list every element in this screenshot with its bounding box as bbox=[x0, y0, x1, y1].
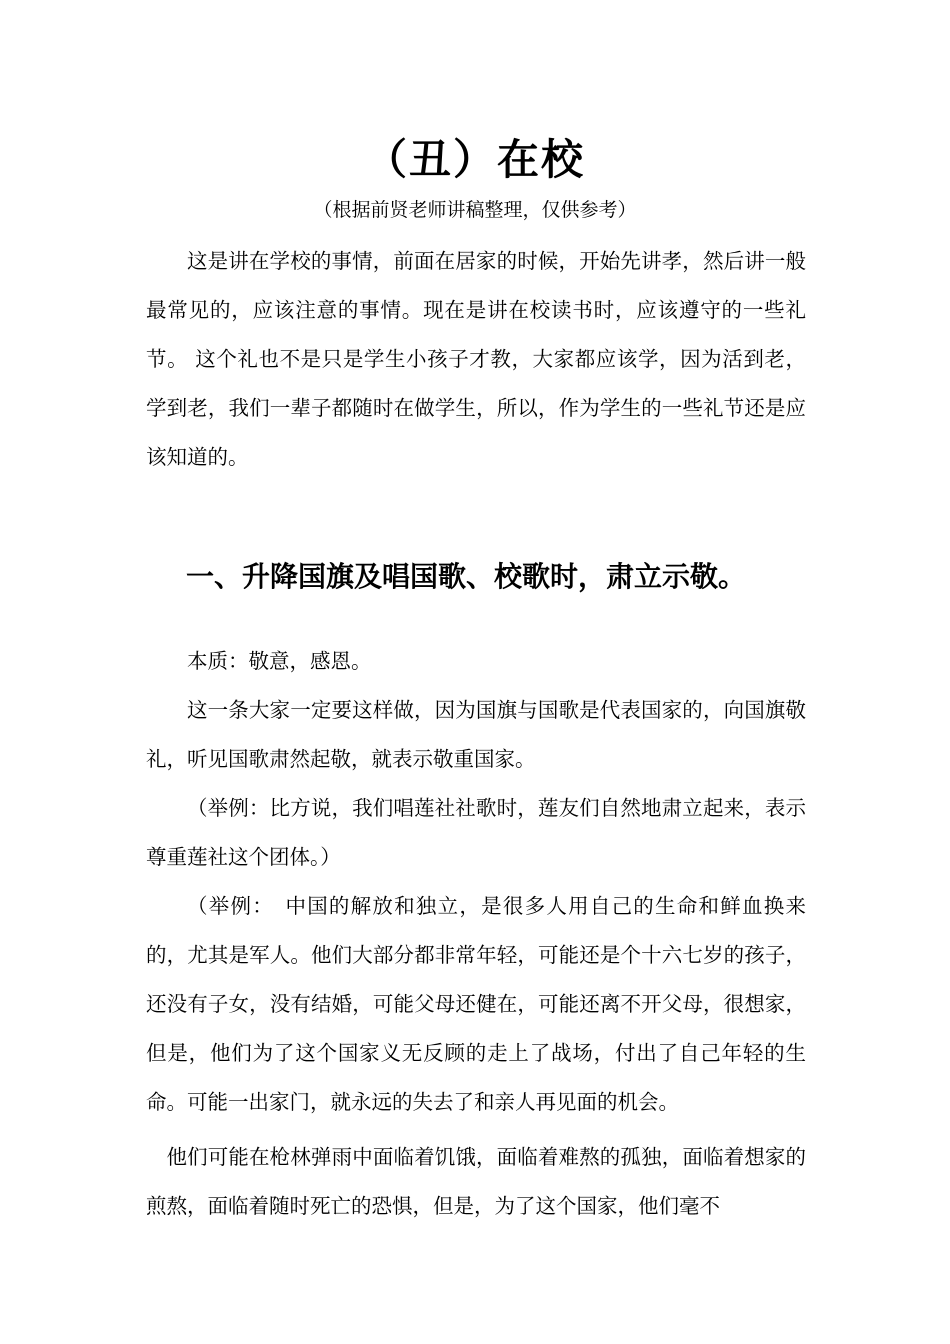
section-heading: 一、升降国旗及唱国歌、校歌时，肃立示敬。 bbox=[186, 560, 747, 594]
rule-paragraph: 这一条大家一定要这样做，因为国旗与国歌是代表国家的，向国旗敬礼，听见国歌肃然起敬，就表示敬重国家。 bbox=[146, 698, 806, 771]
intro-paragraph: 这是讲在学校的事情，前面在居家的时候，开始先讲孝，然后讲一般最常见的，应该注意的事情。现在是讲在校读书时，应该遵守的一些礼节。 这个礼也不是只是学生小孩子才教，大家都应该学，因为活到老，学到老，我们一辈子都随时在做学生，所以，作为学生的一些礼节还是应该知道的。 bbox=[146, 249, 806, 469]
document-title: （丑）在校 bbox=[364, 135, 585, 185]
example-paragraph-2: （举例： 中国的解放和独立，是很多人用自己的生命和鲜血换来的，尤其是军人。他们大部分都非常年轻，可能还是个十六七岁的孩子，还没有子女，没有结婚，可能父母还健在，可能还离不开父母，很想家，但是，他们为了这个国家义无反顾的走上了战场，付出了自己年轻的生命。可能一出家门，就永远的失去了和亲人再见面的机会。 bbox=[146, 894, 806, 1114]
essence-paragraph: 本质：敬意，感恩。 bbox=[187, 649, 372, 673]
example-paragraph-2-continued: 他们可能在枪林弹雨中面临着饥饿，面临着难熬的孤独，面临着想家的煎熬，面临着随时死亡的恐惧，但是，为了这个国家，他们毫不 bbox=[146, 1145, 806, 1218]
document-subtitle: （根据前贤老师讲稿整理，仅供参考） bbox=[313, 199, 637, 221]
example-paragraph-1: （举例：比方说，我们唱莲社社歌时，莲友们自然地肃立起来，表示尊重莲社这个团体。） bbox=[146, 796, 806, 869]
